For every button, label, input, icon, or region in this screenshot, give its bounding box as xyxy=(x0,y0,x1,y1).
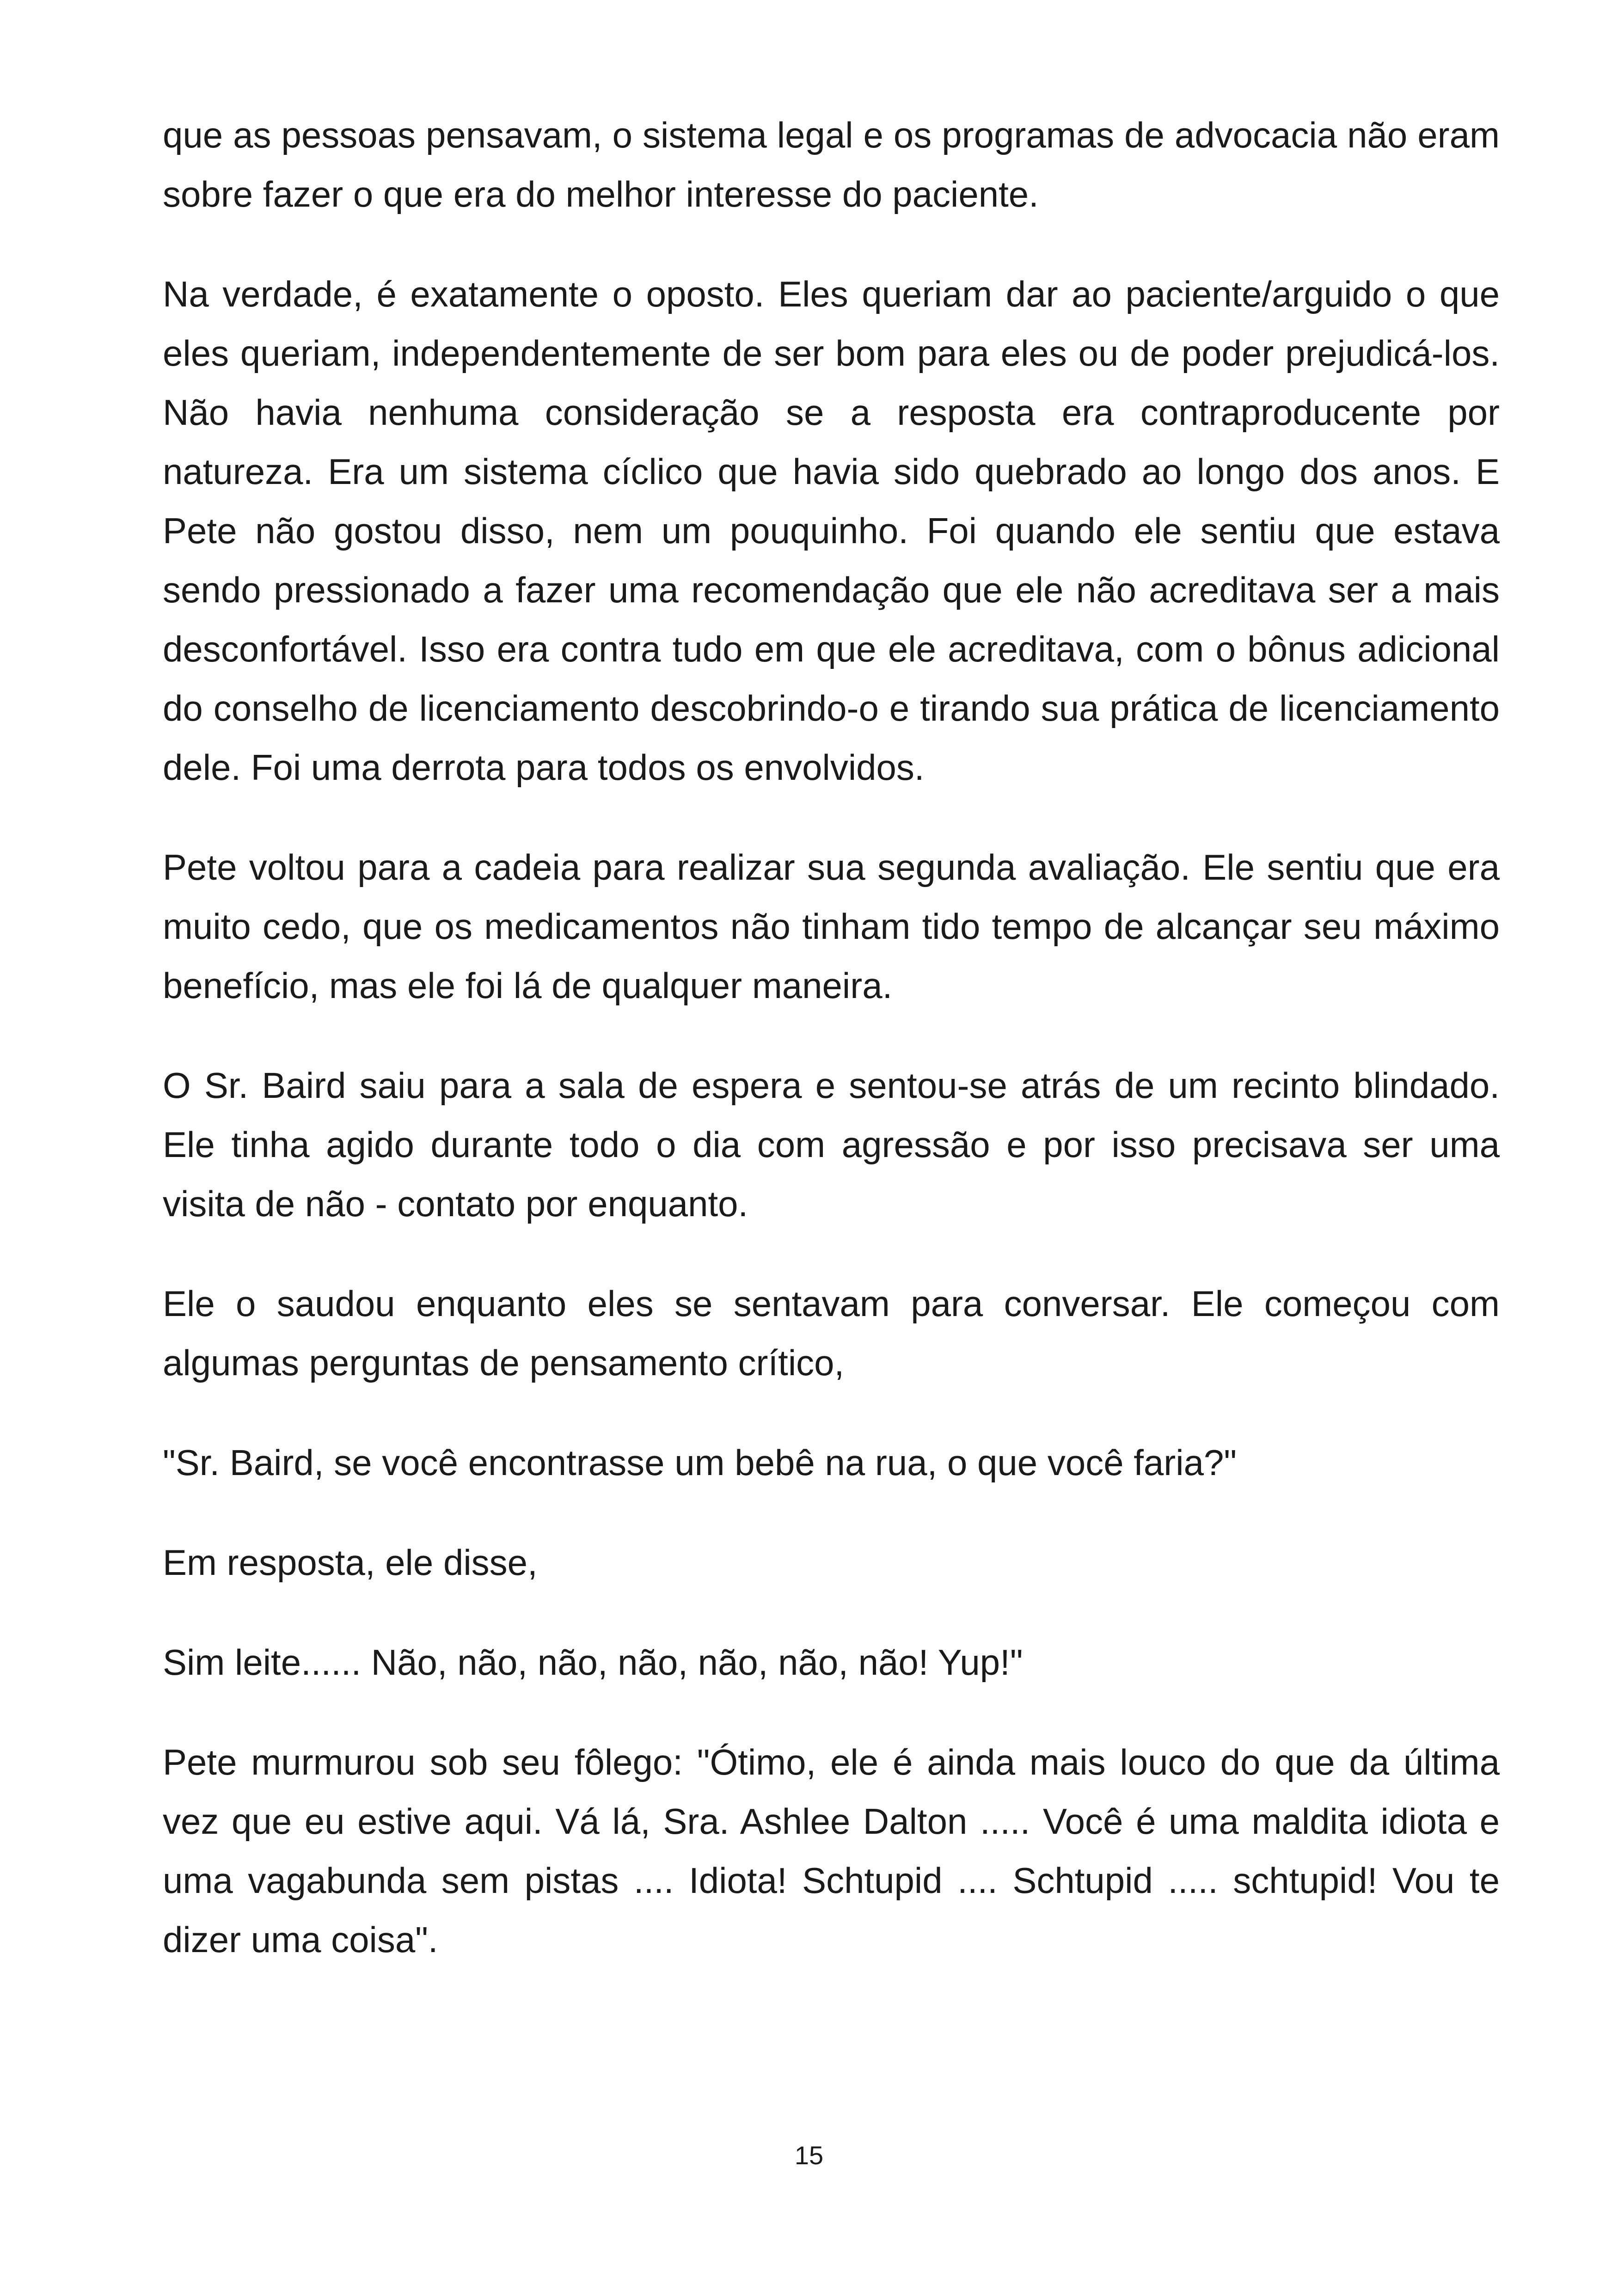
paragraph-9: Pete murmurou sob seu fôlego: "Ótimo, ele é ainda mais louco do que da última vez que eu estive aqui. Vá lá, Sra. Ashlee Dalton ..... Você é uma maldita idiota e uma vagabunda sem pistas .... Idiota! Schtupid .... Schtupid ..... schtupid! Vou te dizer uma coisa". xyxy=(163,1742,1500,1960)
paragraph-2: Na verdade, é exatamente o oposto. Eles queriam dar ao paciente/arguido o que eles queriam, independentemente de ser bom para eles ou de poder prejudicá-los. Não havia nenhuma consideração se a resposta era contraproducente por natureza. Era um sistema cíclico que havia sido quebrado ao longo dos anos. E Pete não gostou disso, nem um pouquinho. Foi quando ele sentiu que estava sendo pressionado a fazer uma recomendação que ele não acreditava ser a mais desconfortável. Isso era contra tudo em que ele acreditava, com o bônus adicional do conselho de licenciamento descobrindo-o e tirando sua prática de licenciamento dele. Foi uma derrota para todos os envolvidos. xyxy=(163,274,1500,788)
paragraph-4: O Sr. Baird saiu para a sala de espera e sentou-se atrás de um recinto blindado. Ele tinha agido durante todo o dia com agressão e por isso precisava ser uma visita de não - contato por enquanto. xyxy=(163,1065,1500,1224)
paragraph-6: "Sr. Baird, se você encontrasse um bebê na rua, o que você faria?" xyxy=(163,1442,1237,1483)
paragraph-8: Sim leite...... Não, não, não, não, não, não, não! Yup!" xyxy=(163,1642,1023,1683)
paragraph-5: Ele o saudou enquanto eles se sentavam para conversar. Ele começou com algumas perguntas de pensamento crítico, xyxy=(163,1283,1500,1383)
paragraph-1: que as pessoas pensavam, o sistema legal e os programas de advocacia não eram sobre fazer o que era do melhor interesse do paciente. xyxy=(163,115,1500,214)
body-text xyxy=(163,105,1500,2010)
paragraph-3: Pete voltou para a cadeia para realizar sua segunda avaliação. Ele sentiu que era muito cedo, que os medicamentos não tinham tido tempo de alcançar seu máximo benefício, mas ele foi lá de qualquer maneira. xyxy=(163,847,1500,1006)
page-number: 15 xyxy=(794,2141,824,2170)
paragraph-7: Em resposta, ele disse, xyxy=(163,1542,538,1583)
